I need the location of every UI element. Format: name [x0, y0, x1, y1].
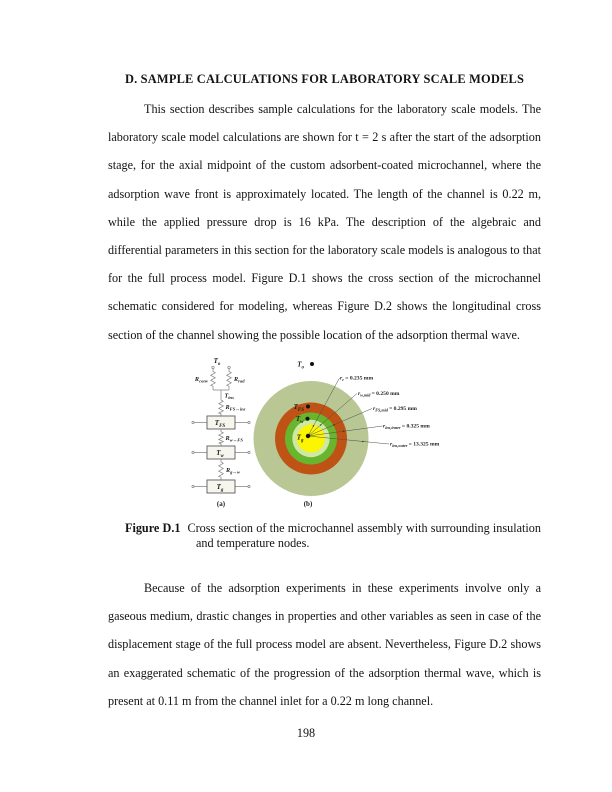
radius-annotation-rwmid: $r_{w,mid}= 0.250$ mm [358, 391, 400, 398]
circle-label-To: $T_o$ [297, 360, 304, 371]
node-label-Tins: $T_{ins}$ [224, 392, 234, 400]
paragraph-2: Because of the adsorption experiments in these experiments involve only a gaseous medium, drastic changes in properties and other variables as seen in case of the displacement stage of the full process model are absent. Nevertheless, Figure D.2 shows an exaggerated schematic of the progression of the adsorption thermal wave, which is present at 0.11 m from the channel inlet for a 0.22 m long channel. [108, 581, 541, 708]
page-number: 198 [296, 726, 316, 740]
radius-annotation-rc: $r_c= 0.235$ mm [340, 375, 374, 382]
node-label-Tw: $T_w$ [216, 449, 224, 459]
node-label-To: $T_o$ [213, 357, 221, 367]
circle-label-Tg: $T_g$ [296, 433, 304, 444]
terminal [192, 485, 194, 487]
resistor-label-conv: $R_{conv}$ [194, 376, 208, 384]
terminal [192, 421, 194, 423]
radius-annotation-rinsinner: $r_{ins,inner}= 0.325$ mm [383, 423, 430, 430]
terminal [192, 451, 194, 453]
panel-a-label: (a) [216, 500, 226, 508]
node-dot-Tg [306, 434, 310, 438]
figure-caption [125, 521, 541, 550]
resistor-label-fs-ins: $R_{FS\leftrightarrow ins}$ [225, 404, 246, 412]
node-dot-To [310, 362, 314, 366]
cross-section-circles [254, 361, 440, 509]
node-dot-TFS [306, 405, 310, 409]
terminal [248, 451, 250, 453]
node-label-Tg: $T_g$ [216, 483, 224, 493]
resistor-conv [211, 371, 216, 388]
resistor-label-g-w: $R_{g\leftrightarrow w}$ [226, 467, 241, 475]
figure-d1-graphic [183, 350, 463, 518]
node-label-TFS: $T_{FS}$ [214, 419, 226, 429]
resistor-g-w [219, 461, 224, 480]
paragraph-1: This section describes sample calculations for the laboratory scale models. The laboratory scale model calculations are shown for t = 2 s after the start of the adsorption stage, for the axial midpoint of the custom adsorbent-coated microchannel, where the adsorption wave front is approximately located. The length of the channel is 0.22 m, while the applied pressure drop is 16 kPa. The description of the algebraic and differential parameters in this section for the laboratory scale models is analogous to that for the full process model. Figure D.1 shows the cross section of the microchannel schematic considered for modeling, whereas Figure D.2 shows the longitudinal cross section of the channel showing the possible location of the adsorption thermal wave. [108, 102, 541, 342]
circle-label-TFS: $T_{FS}$ [293, 403, 304, 413]
resistor-label-w-fs: $R_{w\leftrightarrow FS}$ [225, 435, 243, 443]
figure-caption-text: Cross section of the microchannel assembly with surrounding insulation and temperature nodes. [187, 521, 541, 550]
figure-d1 [183, 350, 463, 518]
resistor-rad [227, 371, 232, 388]
resistor-w-fs [219, 431, 224, 446]
panel-b-label: (b) [303, 500, 313, 508]
terminal [212, 366, 214, 368]
circle-label-Tw: $T_w$ [295, 415, 304, 425]
section-heading: D. SAMPLE CALCULATIONS FOR LABORATORY SCALE MODELS [124, 72, 525, 86]
figure-caption-label: Figure D.1 [125, 521, 181, 535]
terminal [248, 485, 250, 487]
radius-annotation-rinsouter: $r_{ins,outer}= 13.325$ mm [390, 441, 440, 448]
resistor-fs-ins [219, 399, 224, 416]
terminal [228, 366, 230, 368]
resistor-label-rad: $R_{rad}$ [234, 376, 245, 384]
terminal [248, 421, 250, 423]
radius-annotation-rfsmid: $r_{FS,mid}= 0.295$ mm [373, 406, 417, 413]
thermal-resistance-network [192, 357, 250, 508]
node-dot-Tw [306, 417, 310, 421]
